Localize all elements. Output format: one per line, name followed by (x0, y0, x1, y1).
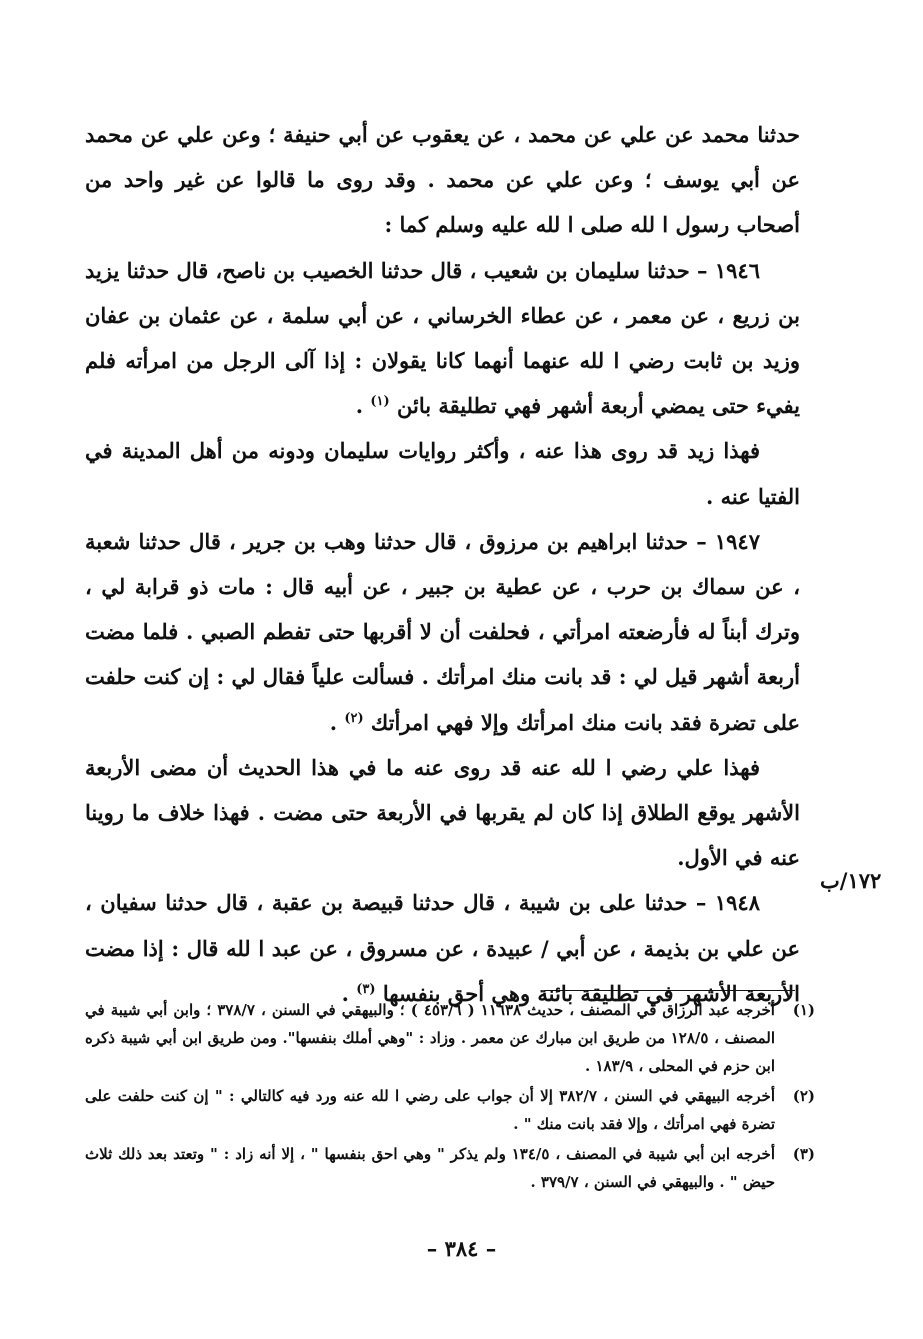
paragraph-tail: . (355, 393, 371, 419)
footnote-number: (٢) (792, 1087, 815, 1105)
footnote-number: (١) (792, 1001, 815, 1019)
footnote (85, 996, 815, 1080)
footnote-ref[interactable]: (٣) (356, 981, 376, 997)
main-text (85, 112, 800, 1016)
footnote (85, 1082, 815, 1138)
footnote (85, 1140, 815, 1196)
paragraph-text: حدثنا محمد عن علي عن محمد ، عن يعقوب عن أبي حنيفة ؛ وعن علي عن محمد عن أبي يوسف ؛ وعن علي عن محمد . وقد روى ما قالوا عن غير واحد من أصحاب رسول ا لله صلى ا لله عليه وسلم كما : (85, 122, 800, 238)
manuscript-folio-note: ١٧٢/ب (820, 868, 882, 893)
footnote-divider (545, 990, 795, 991)
footnotes (85, 996, 815, 1198)
footnote-number: (٣) (792, 1145, 815, 1163)
paragraph-text: فهذا زيد قد روى هذا عنه ، وأكثر روايات سليمان ودونه من أهل المدينة في الفتيا عنه . (85, 438, 800, 509)
footnote-ref[interactable]: (٢) (344, 710, 364, 726)
hadith-1947 (85, 519, 800, 745)
paragraph-text: فهذا علي رضي ا لله عنه قد روى عنه ما في هذا الحديث أن مضى الأربعة الأشهر يوقع الطلاق إذا كان لم يقربها في الأربعة حتى مضت . فهذا خلاف ما روينا عنه في الأول. (85, 754, 800, 871)
footnote-ref[interactable]: (١) (370, 394, 390, 410)
hadith-1946 (85, 248, 800, 429)
page-number: – ٣٨٤ – (426, 1236, 497, 1261)
commentary-paragraph (85, 428, 800, 518)
footnote-text: أخرجه البيهقي في السنن ، ٣٨٢/٧ إلا أن جواب على رضي ا لله عنه ورد فيه كالتالي : " إن كنت حلفت على تضرة فهي امرأتك ، وإلا فقد بانت منك " . (85, 1087, 776, 1133)
commentary-paragraph (85, 745, 800, 881)
paragraph-tail: . (341, 980, 357, 1006)
paragraph (85, 112, 800, 248)
footnote-text: أخرجه عبد الرزاق في المصنف ، حديث ١١٦٣٨ ( ٤٥٣/٦ ) ؛ والبيهقي في السنن ، ٣٧٨/٧ ؛ وابن أبي شيبة في المصنف ، ١٢٨/٥ من طريق ابن مبارك عن معمر . وزاد : "وهي أملك بنفسها". ومن طريق ابن أبي شيبة ذكره ابن حزم في المحلى ، ١٨٣/٩ . (85, 1001, 775, 1075)
paragraph-text: ١٩٤٦ – حدثنا سليمان بن شعيب ، قال حدثنا الخصيب بن ناصح، قال حدثنا يزيد بن زريع ، عن معمر ، عن عطاء الخرساني ، عن أبي سلمة ، عن عثمان بن عفان وزيد بن ثابت رضي ا لله عنهما أنهما كانا يقولان : إذا آلى الرجل من امرأته فلم يفيء حتى يمضي أربعة أشهر فهي تطليقة بائن (85, 257, 800, 419)
paragraph-text: ١٩٤٨ – حدثنا على بن شيبة ، قال حدثنا قبيصة بن عقبة ، قال حدثنا سفيان ، عن علي بن بذيمة ، عن أبي / عبيدة ، عن مسروق ، عن عبد ا لله قال : إذا مضت الأربعة الأشهر في تطليقة بائنة وهي أحق بنفسها (85, 890, 800, 1006)
paragraph-tail: . (329, 709, 345, 735)
paragraph-text: ١٩٤٧ – حدثنا ابراهيم بن مرزوق ، قال حدثنا وهب بن جرير ، قال حدثنا شعبة ، عن سماك بن حرب ، عن عطية بن جبير ، عن أبيه قال : مات ذو قرابة لي ، وترك أبناً له فأرضعته امرأتي ، فحلفت أن لا أقربها حتى تفطم الصبي . فلما مضت أربعة أشهر قيل لي : قد بانت منك امرأتك . فسألت علياً فقال لي : إن كنت حلفت على تضرة فقد بانت منك امرأتك وإلا فهي امرأتك (85, 528, 800, 735)
footnote-text: أخرجه ابن أبي شيبة في المصنف ، ١٣٤/٥ ولم يذكر " وهي احق بنفسها " ، إلا أنه زاد : " وتعتد بعد ذلك ثلاث حيض " . والبيهقي في السنن ، ٣٧٩/٧ . (85, 1145, 775, 1191)
